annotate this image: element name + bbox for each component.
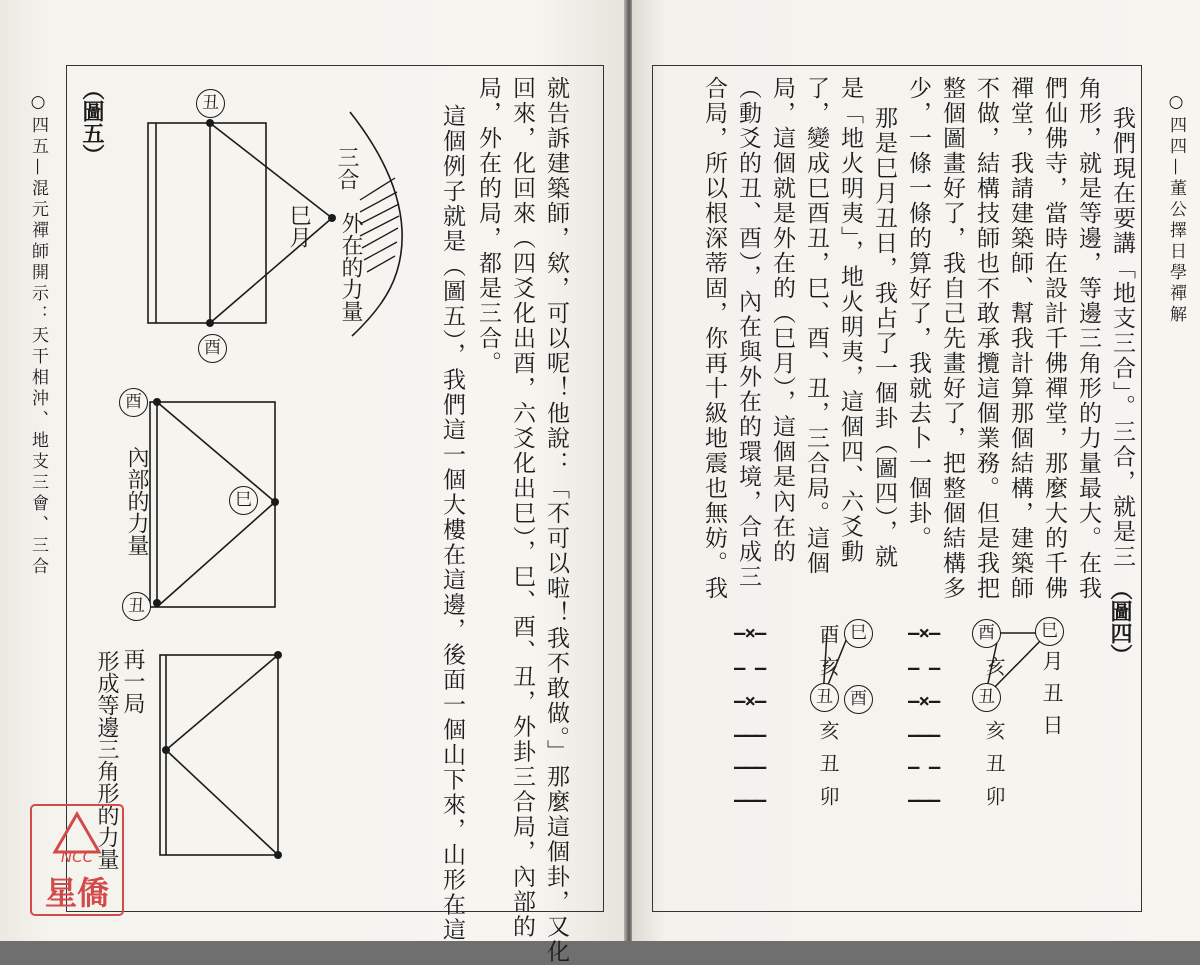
outer-force-label: 外在的力量 — [338, 212, 363, 322]
right-text-column-7: 少，一條一條的算好了，我就去卜一個卦。 — [905, 76, 931, 551]
right-text-column-11: 局，這個就是外在的（巳月），這個是內在的 — [769, 76, 795, 565]
hex1-label-chou: 丑 — [1040, 682, 1064, 703]
hex1-label-hai: 亥 — [982, 656, 1006, 676]
si-yue-label: 巳月 — [286, 204, 311, 248]
stamp-top-text: NCC — [60, 848, 94, 866]
hex1-label-hai2: 亥 — [982, 720, 1006, 740]
hex2-circle-you: 酉 — [844, 685, 873, 714]
hex2-yao-3: ——— — [734, 724, 766, 746]
right-text-column-10: 了，變成巳酉丑，巳、酉、丑，三合局。這個 — [803, 76, 829, 576]
figure-4-label: （圖四） — [1107, 578, 1133, 666]
hex1-yao-6: —×— — [908, 622, 940, 644]
left-text-column-2: 回來，化回來（四爻化出酉，六爻化出巳），巳、酉、丑，外卦三合局，內部的 — [509, 76, 535, 940]
hex1-circle-you: 酉 — [972, 619, 1001, 648]
right-text-column-12: （動爻的丑、酉），內在與外在的環境，合成三 — [735, 76, 761, 590]
right-text-column-2: 角形，就是等邊，等邊三角形的力量最大。在我 — [1075, 76, 1101, 601]
right-page — [632, 0, 1200, 941]
hex1-label-yue: 月 — [1040, 650, 1064, 671]
hex2-label-mao: 卯 — [816, 786, 840, 806]
branch-you-bottom: 酉 — [198, 334, 227, 363]
right-running-head: ○四四—董公擇日學禪解 — [1166, 92, 1186, 326]
figure-5-label: （圖五） — [79, 78, 105, 166]
left-text-column-1: 就告訴建築師，欸，可以呢！他說：「不可以啦！我不敢做。」那麼這個卦，又化 — [543, 76, 569, 965]
hex2-label-chou: 丑 — [816, 753, 840, 773]
left-text-column-3: 局，外在的局，都是三合。 — [475, 76, 501, 376]
hex1-yao-4: —×— — [908, 690, 940, 712]
hex1-label-ri: 日 — [1040, 714, 1064, 735]
san-he-label: 三合 — [334, 146, 359, 190]
right-text-column-13: 合局，所以根深蒂固，你再十級地震也無妨。我 — [701, 76, 727, 601]
hex1-triangle — [632, 0, 1200, 941]
left-text-column-4: 這個例子就是（圖五），我們這一個大樓在這邊，後面一個山下來，山形在這 — [439, 104, 465, 943]
branch-si-mid: 巳 — [229, 486, 258, 515]
hex2-yao-4: —×— — [734, 690, 766, 712]
hex2-yao-6: —×— — [734, 622, 766, 644]
hex1-label-chou2: 丑 — [982, 753, 1006, 773]
left-running-head: ○四五—混元禪師開示：天干相沖、地支三會、三合 — [28, 92, 48, 578]
ncc-stamp — [30, 804, 124, 916]
hex1-yao-5: — — — [908, 657, 940, 679]
hex1-yao-2: — — — [908, 756, 940, 778]
hex2-label-hai: 亥 — [816, 656, 840, 676]
equilateral-force-label: 形成等邊三角形的力量 — [94, 650, 119, 870]
hex2-yao-5: — — — [734, 657, 766, 679]
right-text-column-4: 禪堂，我請建築師、幫我計算那個結構，建築師 — [1007, 76, 1033, 601]
hex1-yao-1: ——— — [908, 789, 940, 811]
hex1-label-mao: 卯 — [982, 786, 1006, 806]
stamp-bottom-text: 星僑 — [44, 874, 109, 912]
right-text-column-3: 們仙佛寺，當時在設計千佛禪堂，那麼大的千佛 — [1041, 76, 1067, 601]
hex2-label-you: 酉 — [816, 624, 840, 644]
hex2-yao-2: ——— — [734, 756, 766, 778]
again-ju-label: 再一局 — [120, 648, 145, 714]
hex1-circle-chou: 丑 — [972, 683, 1001, 712]
right-text-column-5: 不做，結構技師也不敢承攬這個業務。但是我把 — [973, 76, 999, 601]
right-text-column-9: 是「地火明夷」，地火明夷，這個四、六爻動 — [837, 76, 863, 565]
branch-you-mid: 酉 — [119, 388, 148, 417]
hex2-circle-chou: 丑 — [810, 683, 839, 712]
inner-force-label: 內部的力量 — [124, 446, 149, 556]
right-text-column-1: 我們現在要講「地支三合」。三合，就是三 — [1109, 106, 1135, 570]
right-text-column-6: 整個圖畫好了，我自己先畫好了，把整個結構多 — [939, 76, 965, 601]
hex1-yao-3: ——— — [908, 724, 940, 746]
right-text-column-8: 那是巳月丑日，我占了一個卦（圖四），就 — [871, 106, 897, 570]
branch-chou-top: 丑 — [196, 89, 225, 118]
hex2-yao-1: ——— — [734, 789, 766, 811]
hex2-circle-si: 巳 — [844, 619, 873, 648]
branch-chou-mid: 丑 — [122, 592, 151, 621]
hex1-circle-si: 巳 — [1035, 617, 1064, 646]
hex2-label-hai2: 亥 — [816, 720, 840, 740]
